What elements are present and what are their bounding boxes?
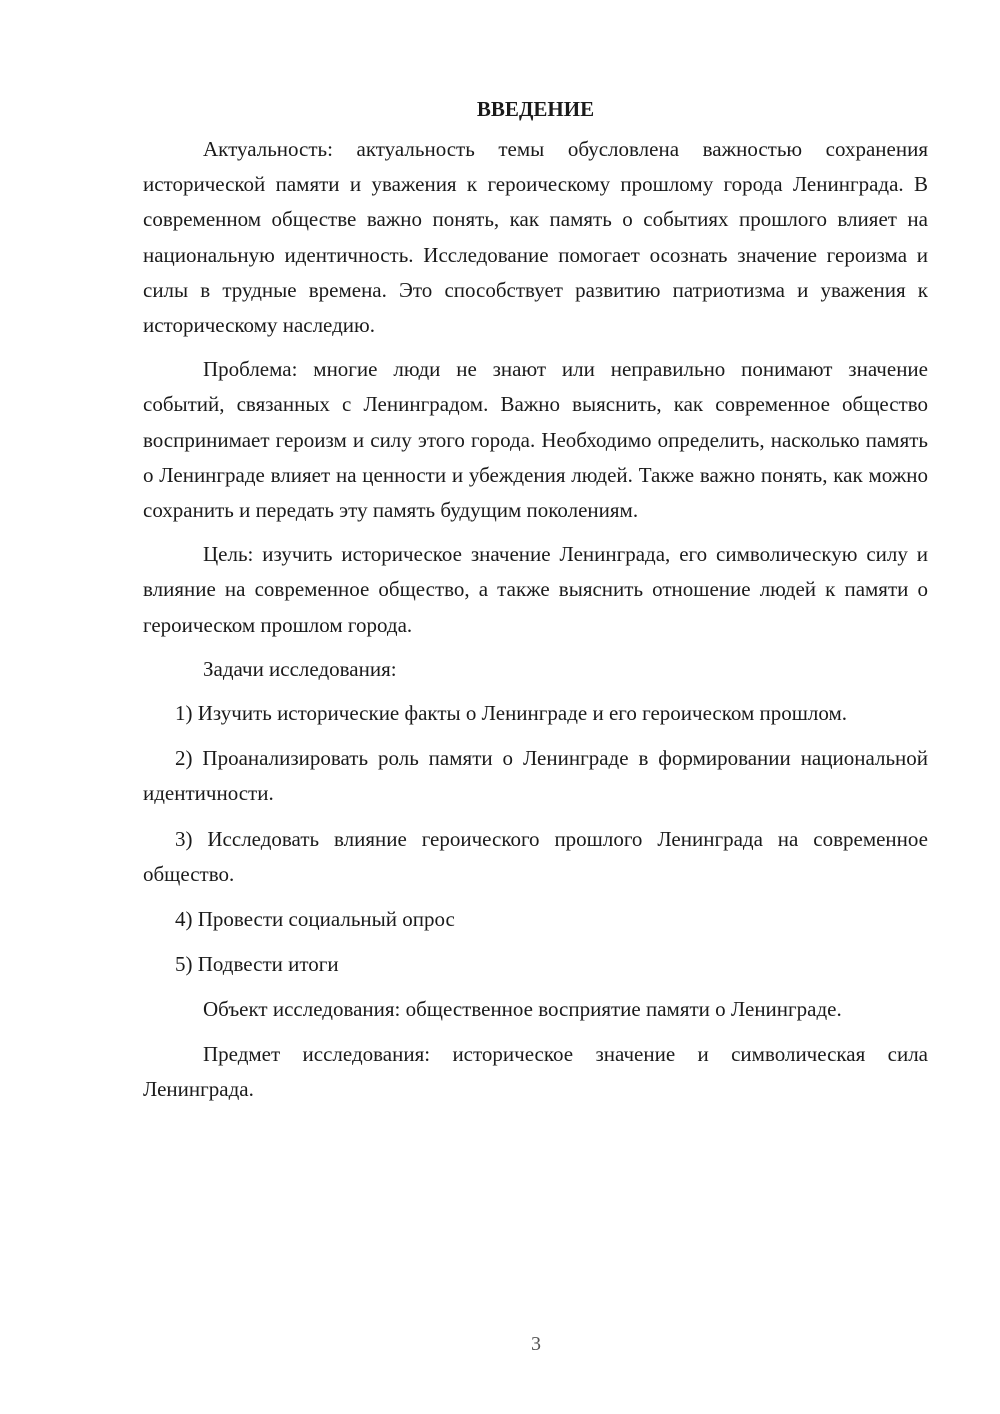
list-item: 3) Исследовать влияние героического прошлого Ленинграда на современное общество. bbox=[143, 826, 928, 886]
paragraph-goal: Цель: изучить историческое значение Ленинграда, его символическую силу и влияние на современное общество, а также выяснить отношение людей к памяти о героическом прошлом города. bbox=[143, 542, 928, 637]
tasks-list bbox=[143, 696, 928, 982]
paragraph-relevance: Актуальность: актуальность темы обусловлена важностью сохранения исторической памяти и уважения к героическому прошлому города Ленинграда. В современном обществе важно понять, как память о событиях прошлого влияет на национальную идентичность. Исследование помогает осознать значение героизма и силы в трудные времена. Это способствует развитию патриотизма и уважения к историческому наследию. bbox=[143, 137, 928, 338]
list-item: 1) Изучить исторические факты о Ленинграде и его героическом прошлом. bbox=[175, 701, 848, 726]
paragraph-problem: Проблема: многие люди не знают или неправильно понимают значение событий, связанных с Ленинградом. Важно выяснить, как современное общество воспринимает героизм и силу этого города. Необходимо определить, насколько память о Ленинграде влияет на ценности и убеждения людей. Также важно понять, как можно сохранить и передать эту память будущим поколениям. bbox=[143, 357, 928, 523]
list-item: 2) Проанализировать роль памяти о Ленинграде в формировании национальной идентичности. bbox=[143, 746, 928, 806]
paragraph-subject: Предмет исследования: историческое значение и символическая сила Ленинграда. bbox=[143, 1041, 928, 1101]
list-item: 4) Провести социальный опрос bbox=[175, 907, 455, 932]
paragraph-tasks-heading: Задачи исследования: bbox=[203, 656, 397, 681]
document-body bbox=[143, 92, 928, 1116]
section-heading: ВВЕДЕНИЕ bbox=[476, 97, 595, 121]
page-number: 3 bbox=[531, 1333, 541, 1355]
paragraph-object: Объект исследования: общественное восприятие памяти о Ленинграде. bbox=[203, 997, 842, 1022]
list-item: 5) Подвести итоги bbox=[175, 952, 339, 977]
